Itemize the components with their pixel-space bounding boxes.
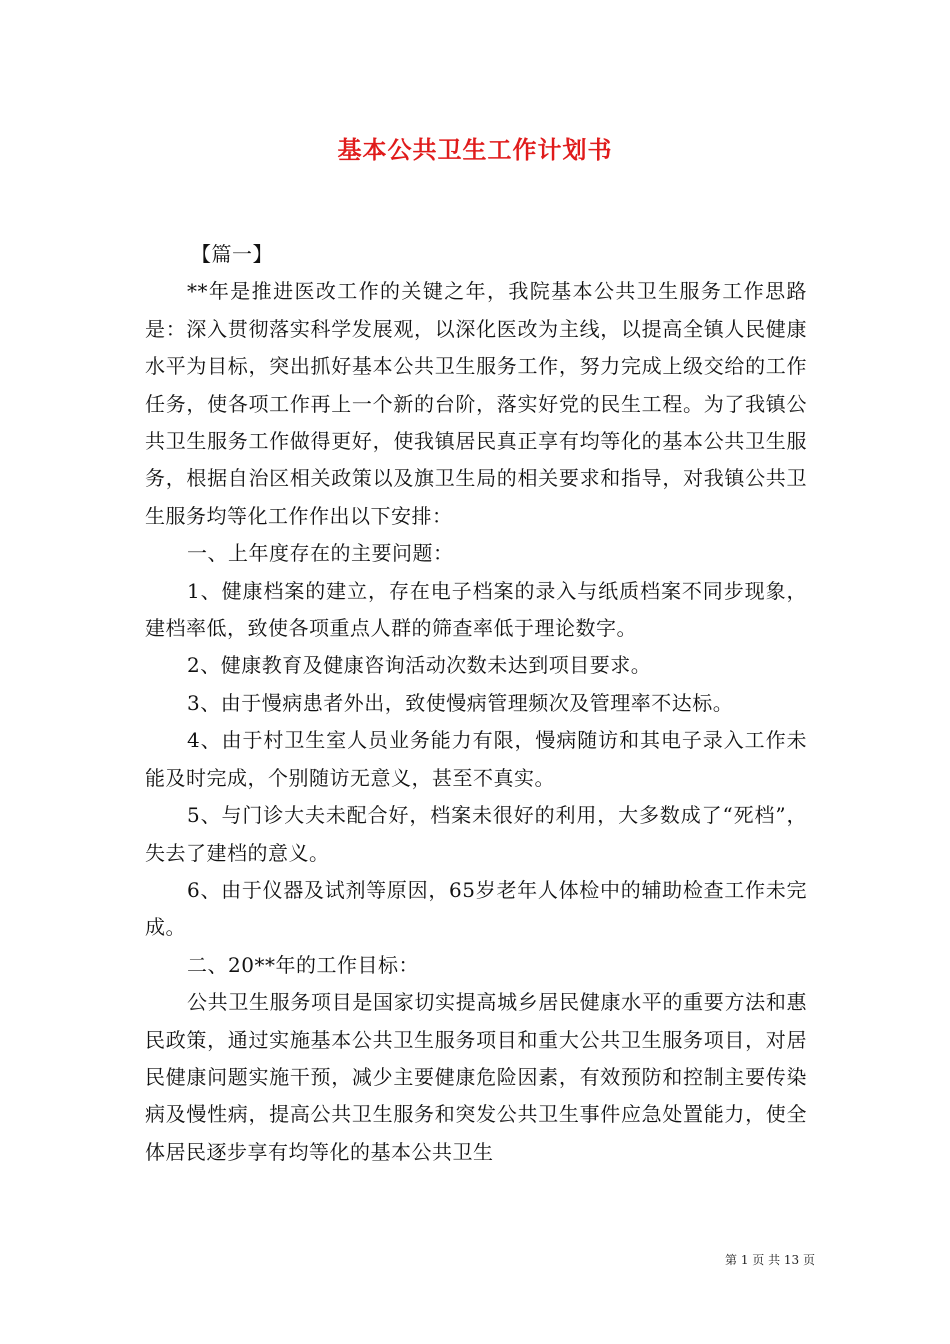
problem-item-3: 3、由于慢病患者外出，致使慢病管理频次及管理率不达标。 <box>187 690 734 715</box>
page-number: 第 1 页 共 13 页 <box>725 1253 815 1267</box>
problem-item-1: 1、健康档案的建立，存在电子档案的录入与纸质档案不同步现象，建档率低，致使各项重点人群的筛查率低于理论数字。 <box>145 578 807 641</box>
heading-problems: 一、上年度存在的主要问题： <box>187 541 454 566</box>
problem-item-6: 6、由于仪器及试剂等原因，65岁老年人体检中的辅助检查工作未完成。 <box>145 877 807 940</box>
paragraph-goals: 公共卫生服务项目是国家切实提高城乡居民健康水平的重要方法和惠民政策，通过实施基本公共卫生服务项目和重大公共卫生服务项目，对居民健康问题实施干预，减少主要健康危险因素，有效预防和控制主要传染病及慢性病，提高公共卫生服务和突发公共卫生事件应急处置能力，使全体居民逐步享有均等化的基本公共卫生 <box>145 990 807 1164</box>
problem-item-2: 2、健康教育及健康咨询活动次数未达到项目要求。 <box>187 653 652 678</box>
document-title: 基本公共卫生工作计划书 <box>337 135 613 164</box>
problem-item-5: 5、与门诊大夫未配合好，档案未很好的利用，大多数成了“死档”，失去了建档的意义。 <box>145 803 807 865</box>
section-label: 【篇一】 <box>191 242 273 266</box>
paragraph-intro: **年是推进医改工作的关键之年，我院基本公共卫生服务工作思路是：深入贯彻落实科学发展观，以深化医改为主线，以提高全镇人民健康水平为目标，突出抓好基本公共卫生服务工作，努力完成上级交给的工作任务，使各项工作再上一个新的台阶，落实好党的民生工程。为了我镇公共卫生服务工作做得更好，使我镇居民真正享有均等化的基本公共卫生服务，根据自治区相关政策以及旗卫生局的相关要求和指导，对我镇公共卫生服务均等化工作作出以下安排： <box>145 279 807 528</box>
problem-item-4: 4、由于村卫生室人员业务能力有限，慢病随访和其电子录入工作未能及时完成，个别随访无意义，甚至不真实。 <box>145 728 807 790</box>
heading-goals: 二、20**年的工作目标： <box>187 952 419 977</box>
document-body <box>145 236 807 1171</box>
